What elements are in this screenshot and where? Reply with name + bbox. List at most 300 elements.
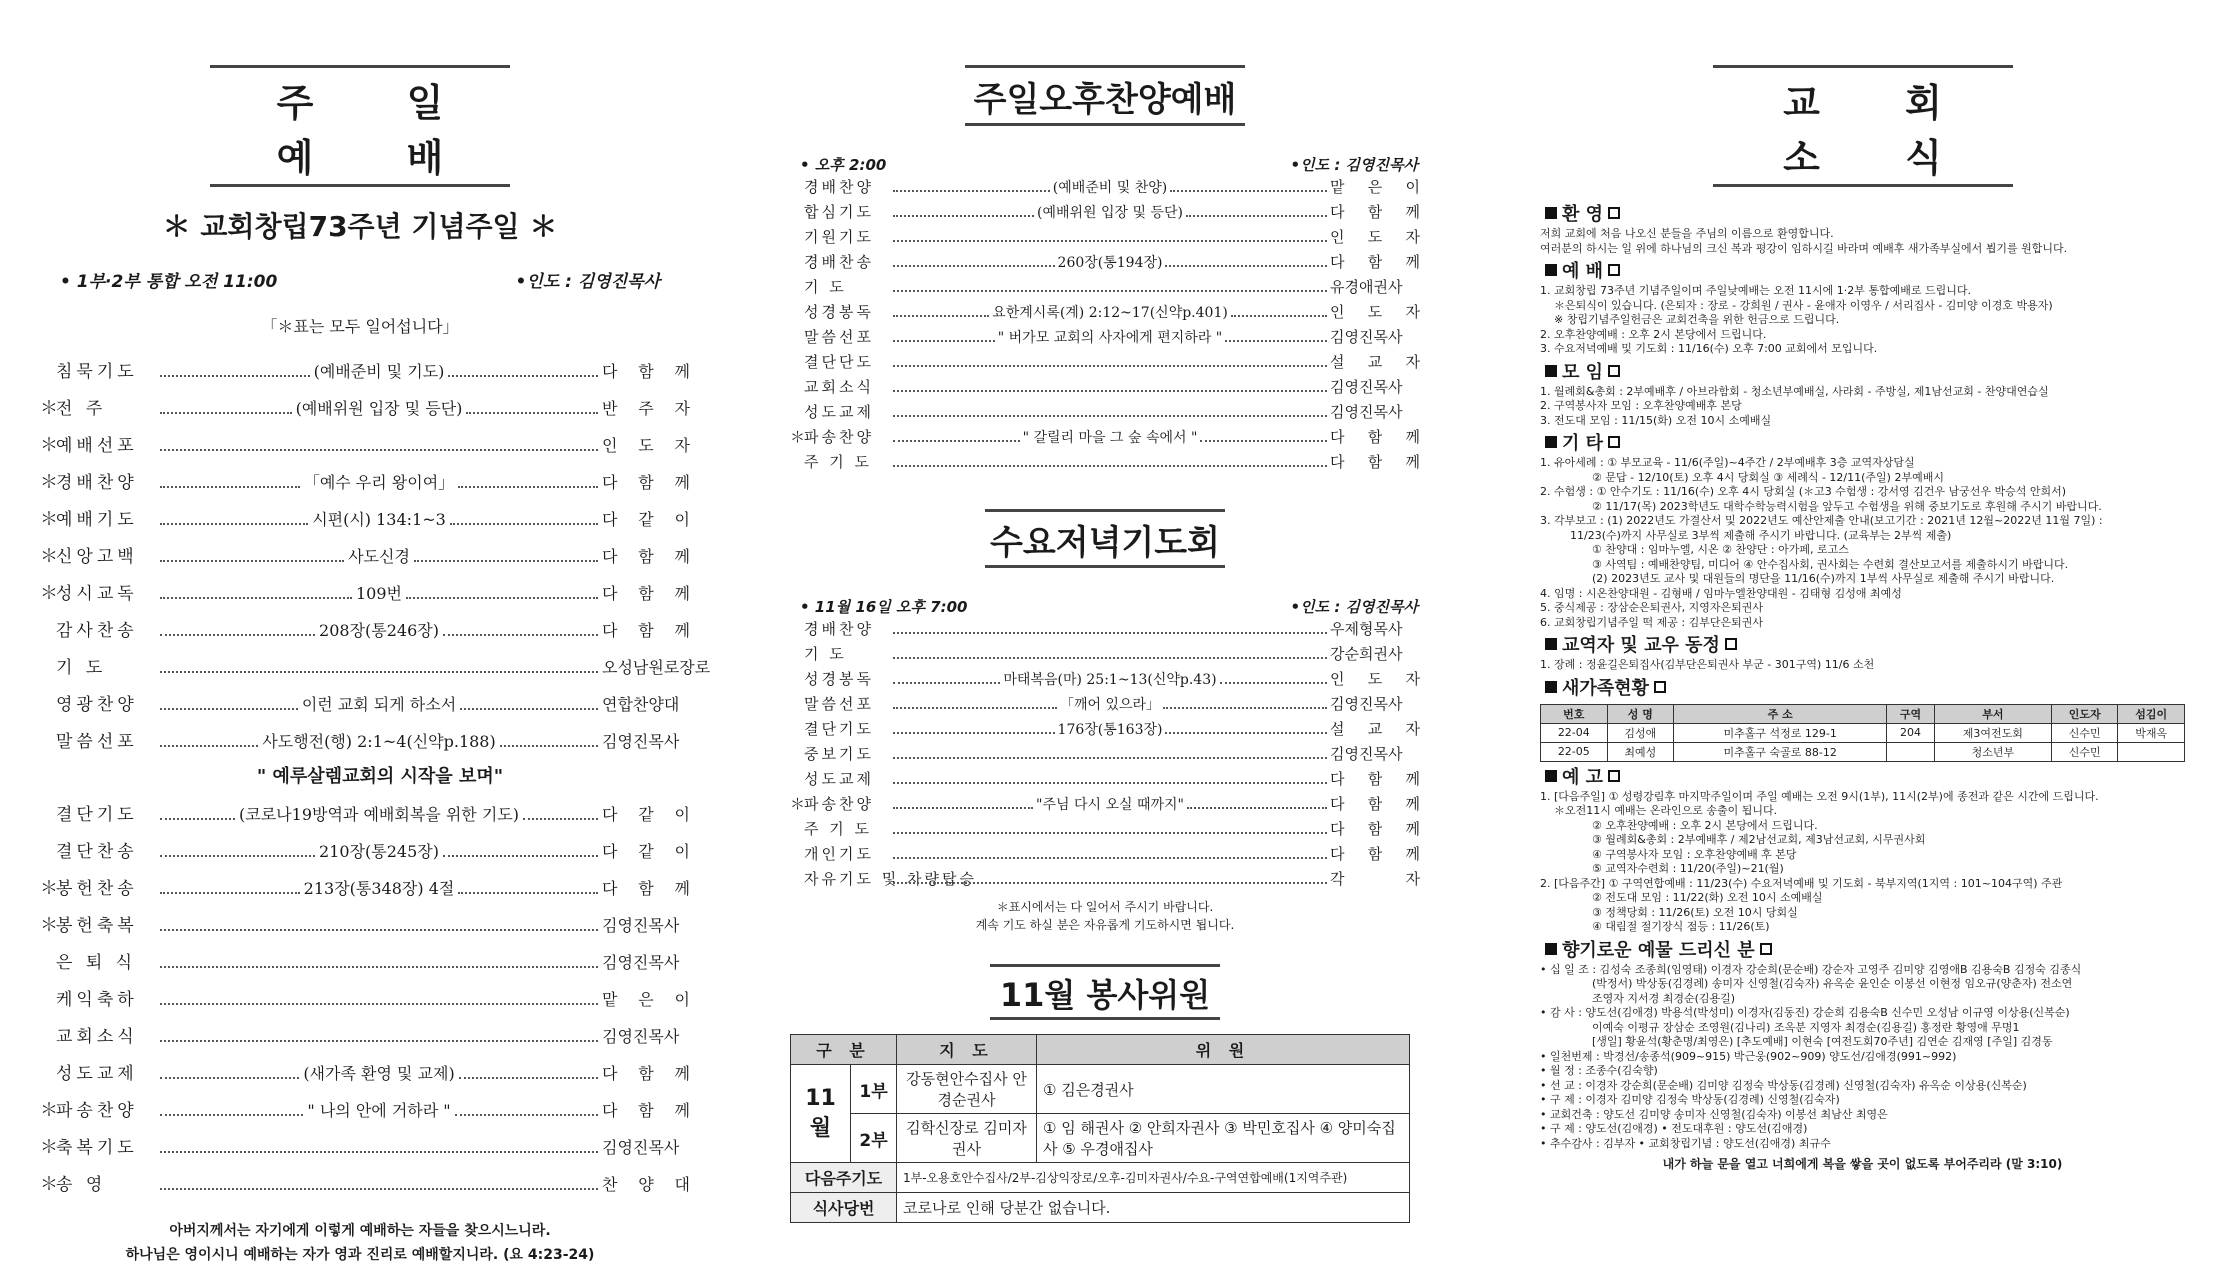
- closing-verse: [30, 1219, 690, 1267]
- order-label: 성경봉독: [804, 303, 874, 321]
- news-line: ④ 구역봉사자 모임 : 오후찬양예배 후 본당: [1592, 847, 1797, 861]
- order-label: 개인기도: [804, 845, 874, 863]
- order-label: 성도교제: [804, 403, 874, 421]
- order-label: 기 도: [804, 278, 847, 296]
- fam-header-cell: 부서: [1934, 704, 2051, 723]
- dot-line: [406, 597, 598, 599]
- dot-leader: [156, 353, 602, 390]
- order-label: 은 퇴 식: [56, 953, 137, 973]
- dot-line: [160, 486, 300, 488]
- order-detail: (예배준비 및 기도): [313, 362, 445, 381]
- news-line: • 십 일 조 : 김성숙 조종희(임영태) 이경자 강순희(문순배) 강순자 고영주 김미양 김영애B 김용숙B 김정숙 김종식: [1540, 962, 2082, 976]
- order-row: [30, 723, 690, 760]
- news-line: 4. 임명 : 시온찬양대원 - 김형배 / 임마누엘찬양대원 - 김태형 김성애 최예성: [1540, 586, 1902, 600]
- closing-verse-malachi: 내가 하늘 문을 열고 너희에게 복을 쌓을 곳이 없도록 부어주리라 (말 3:10): [1662, 1157, 2063, 1171]
- order-person: 김영진목사: [1330, 328, 1403, 346]
- fam-header-row: [1541, 704, 2185, 723]
- dot-leader: [156, 1151, 602, 1153]
- order-row: [30, 649, 711, 686]
- order-label: 봉헌축복: [56, 916, 138, 936]
- stand-marker: ＊: [40, 583, 58, 604]
- svc-part: 1부: [851, 1065, 897, 1114]
- news-line: (박정서) 박상동(김경례) 송미자 신영철(김숙자) 유옥순 윤인순 이봉선 이현정 임오규(양춘자) 전소연: [1592, 977, 2073, 990]
- fam-cell: 미추홀구 숙골로 88-12: [1674, 742, 1887, 761]
- order-label: 성도교제: [804, 770, 874, 788]
- fam-header-cell: 구역: [1887, 704, 1934, 723]
- church-news-title: 교 회 소 식: [1713, 65, 2013, 187]
- news-line: ④ 대림절 절기장식 점등 : 11/26(토): [1592, 920, 1770, 933]
- dot-line: [458, 892, 598, 894]
- order-label: 예배선포: [56, 436, 138, 456]
- order-row: [30, 427, 690, 464]
- order-person: 다 함 께: [1330, 770, 1420, 788]
- order-label: 축복기도: [56, 1138, 138, 1158]
- news-line: 3. 수요저녁예배 및 기도회 : 11/16(수) 오후 7:00 교회에서 모입니다.: [1540, 342, 1878, 355]
- wednesday-order-list: [790, 617, 1420, 892]
- dot-line: [893, 340, 995, 342]
- dot-line: [160, 1077, 299, 1079]
- order-label: 경배찬양: [56, 473, 138, 493]
- dot-line: [893, 782, 1327, 784]
- dot-line: [1187, 807, 1327, 809]
- order-detail: 사도행전(행) 2:1~4(신약p.188): [262, 732, 496, 751]
- order-person: 다 함 께: [1330, 820, 1420, 838]
- dot-leader: [156, 538, 602, 575]
- service-time-row: [30, 267, 690, 292]
- order-row: [790, 425, 1420, 450]
- order-row: [30, 1018, 690, 1055]
- order-row: [790, 817, 1420, 842]
- wednesday-time: • 11월 16일 오후 7:00: [800, 598, 968, 616]
- svc-next-prayer-row: [791, 1163, 1410, 1193]
- order-detail: " 갈릴리 마을 그 숲 속에서 ": [1022, 430, 1198, 446]
- square-bullet-icon: [1545, 943, 1557, 955]
- order-person: 다 함 께: [1330, 453, 1420, 471]
- stand-marker: ＊: [790, 428, 806, 446]
- order-label: 예배기도: [56, 510, 138, 530]
- dot-line: [160, 892, 300, 894]
- order-label: 신앙고백: [56, 547, 138, 567]
- order-label: 케익축하: [56, 990, 138, 1010]
- service-time: • 1부·2부 통합 오전 11:00: [60, 272, 278, 292]
- order-label: 결단찬송: [56, 842, 138, 862]
- order-label: 성시교독: [56, 584, 138, 604]
- wednesday-note: [790, 898, 1420, 934]
- dot-line: [893, 882, 1327, 884]
- offering-heading: [1540, 939, 2185, 963]
- dot-leader: [890, 415, 1330, 417]
- sunday-worship-title: 주 일 예 배: [210, 65, 510, 187]
- order-label: 기 도: [56, 658, 107, 678]
- order-person: 다 함 께: [602, 1064, 690, 1083]
- order-person: 다 함 께: [602, 879, 690, 898]
- order-label: 기원기도: [804, 228, 874, 246]
- fam-header-cell: 성 명: [1607, 704, 1673, 723]
- news-line: ① 찬양대 : 임마누엘, 시온 ② 찬양단 : 아가페, 로고스: [1592, 543, 1849, 556]
- svc-header-row: [791, 1035, 1410, 1065]
- order-row: [790, 375, 1420, 400]
- order-row: [790, 667, 1420, 692]
- dot-leader: [156, 1055, 602, 1092]
- order-detail: 「깨어 있으라」: [1059, 697, 1161, 713]
- afternoon-time-row: [790, 154, 1420, 175]
- order-row: [790, 250, 1420, 275]
- order-detail: (예배위원 입장 및 등단): [1037, 205, 1183, 221]
- order-row: [30, 612, 690, 649]
- dot-line: [893, 657, 1327, 659]
- news-line: 조영자 지서경 최경순(김용길): [1592, 991, 1736, 1005]
- news-line: • 감 사 : 양도선(김애경) 박용석(박성미) 이경자(김동진) 강순희 김용숙B 신수민 오성남 이규영 이상용(신복순): [1540, 1006, 2070, 1019]
- order-person: 강순희권사: [1330, 645, 1403, 663]
- dot-leader: [156, 1188, 602, 1190]
- dot-line: [893, 857, 1327, 859]
- dot-line: [1225, 340, 1327, 342]
- order-person: 김영진목사: [602, 916, 680, 935]
- order-person: 다 함 께: [1330, 845, 1420, 863]
- order-detail: 210장(통245장): [319, 842, 439, 861]
- news-line: (2) 2023년도 교사 및 대원들의 명단을 11/16(수)까지 1부씩 사무실로 제출해 주시기 바랍니다.: [1592, 572, 2055, 585]
- wednesday-note-1: ＊표시에서는 다 일어서 주시기 바랍니다.: [996, 900, 1214, 914]
- order-label: 경배찬양: [804, 620, 874, 638]
- dot-leader: [890, 718, 1330, 743]
- stand-marker: ＊: [40, 878, 58, 899]
- next-prayer-value: 1부-오용호안수집사/2부-김상익장로/오후-김미자권사/수요-구역연합예배(1지역주관): [897, 1163, 1410, 1193]
- etc-heading: [1540, 432, 2185, 456]
- news-heading: [1540, 634, 2185, 658]
- news-heading-text: 교역자 및 교우 동정: [1562, 635, 1720, 656]
- news-line: 6. 교회창립기념주일 떡 제공 : 김부단은퇴권사: [1540, 615, 1763, 629]
- meeting-heading: [1540, 361, 2185, 385]
- fam-cell: 제3여전도회: [1934, 723, 2051, 742]
- svc-part: 2부: [851, 1114, 897, 1163]
- etc-text: [1540, 456, 2185, 630]
- order-person: 인 도 자: [1330, 670, 1420, 688]
- order-person: 찬 양 대: [602, 1175, 690, 1194]
- dot-line: [160, 449, 598, 451]
- news-line: 1. 월례회&총회 : 2부예배후 / 아브라함회 - 청소년부예배실, 사라회 - 주방실, 제1남선교회 - 찬양대연습실: [1540, 384, 2049, 398]
- order-detail: 마태복음(마) 25:1~13(신약p.43): [1003, 672, 1217, 688]
- stand-marker: ＊: [40, 1174, 58, 1195]
- order-person: 설 교 자: [1330, 353, 1420, 371]
- fam-cell: [1887, 742, 1934, 761]
- church-news-column: [1540, 0, 2185, 1240]
- welcome-heading-text: 환 영: [1562, 204, 1604, 225]
- dot-line: [160, 1040, 598, 1042]
- order-person: 맡 은 이: [1330, 178, 1420, 196]
- order-row: [790, 350, 1420, 375]
- stand-marker: ＊: [40, 1137, 58, 1158]
- order-person: 인 도 자: [602, 436, 690, 455]
- order-person: 유경애권사: [1330, 278, 1403, 296]
- dot-leader: [890, 882, 1330, 884]
- order-person: 다 함 께: [602, 621, 690, 640]
- dot-line: [160, 412, 292, 414]
- dot-line: [450, 523, 598, 525]
- order-row: [30, 1166, 690, 1203]
- notice-heading-text: 예 고: [1562, 766, 1604, 788]
- dot-line: [443, 855, 598, 857]
- order-person: 김영진목사: [1330, 403, 1403, 421]
- order-person: 다 함 께: [602, 584, 690, 603]
- order-person: 김영진목사: [1330, 695, 1403, 713]
- order-label: 결단기도: [56, 805, 138, 825]
- order-label: 영광찬양: [56, 695, 138, 715]
- afternoon-order-list: [790, 175, 1420, 475]
- square-bullet-icon: [1545, 638, 1557, 650]
- news-line: 저희 교회에 처음 나오신 분들을 주님의 이름으로 환영합니다.: [1540, 227, 1834, 240]
- fam-cell: 신수민: [2052, 742, 2118, 761]
- dot-line: [893, 682, 1000, 684]
- news-line: ② 11/17(목) 2023학년도 대학수학능력시험을 앞두고 수험생을 위해 중보기도로 후원해 주시기 바랍니다.: [1592, 499, 2102, 513]
- fam-header-cell: 번호: [1541, 704, 1608, 723]
- order-person: 인 도 자: [1330, 303, 1420, 321]
- dot-line: [523, 818, 598, 820]
- dot-line: [1231, 315, 1327, 317]
- order-person: 김영진목사: [1330, 745, 1403, 763]
- order-detail: 260장(통194장): [1057, 255, 1163, 271]
- order-detail: 213장(통348장) 4절: [303, 879, 455, 898]
- dot-leader: [890, 832, 1330, 834]
- dot-line: [466, 412, 598, 414]
- order-label: 주 기 도: [804, 820, 873, 838]
- square-bullet-icon: [1608, 770, 1620, 782]
- order-label: 결단기도: [804, 720, 874, 738]
- square-bullet-icon: [1654, 681, 1666, 693]
- fam-cell: 신수민: [2052, 723, 2118, 742]
- dot-leader: [156, 870, 602, 907]
- order-person: 다 함 께: [602, 1101, 690, 1120]
- order-detail: (새가족 환영 및 교제): [303, 1064, 455, 1083]
- etc-heading-text: 기 타: [1562, 433, 1604, 454]
- fam-header-cell: 주 소: [1674, 704, 1887, 723]
- dot-line: [460, 708, 598, 710]
- news-line: • 일천번제 : 박경선/송종석(909~915) 박근웅(902~909) 양도선/김애경(991~992): [1540, 1049, 1957, 1063]
- order-row: [30, 944, 690, 981]
- dot-line: [160, 708, 298, 710]
- dot-leader: [890, 793, 1330, 818]
- dot-line: [1200, 440, 1327, 442]
- fam-row: [1541, 723, 2185, 742]
- anniversary-subtitle: ＊ 교회창립73주년 기념주일 ＊: [162, 210, 558, 243]
- stand-note: 「＊표는 모두 일어섭니다」: [261, 317, 459, 336]
- order-person: 다 함 께: [1330, 428, 1420, 446]
- dot-leader: [890, 240, 1330, 242]
- order-row: [790, 275, 1420, 300]
- dot-leader: [890, 326, 1330, 351]
- order-label: 전 주: [56, 399, 107, 419]
- stand-marker: ＊: [40, 472, 58, 493]
- order-detail: 208장(통246장): [319, 621, 439, 640]
- dot-line: [1186, 215, 1327, 217]
- afternoon-leader: •인도 : 김영진목사: [1290, 156, 1418, 174]
- order-label: 성경봉독: [804, 670, 874, 688]
- order-label: 봉헌찬송: [56, 879, 138, 899]
- stand-marker: ＊: [40, 1100, 58, 1121]
- stand-marker: ＊: [40, 509, 58, 530]
- news-line: ③ 사역팀 : 예배찬양팀, 미디어 ④ 안수집사회, 권사회는 수련회 결산보고서를 제출하시기 바랍니다.: [1592, 557, 2069, 571]
- worship-heading: [1540, 260, 2185, 284]
- dot-line: [160, 745, 258, 747]
- dot-leader: [890, 657, 1330, 659]
- order-label: 침묵기도: [56, 362, 138, 382]
- order-row: [30, 353, 690, 390]
- dot-leader: [156, 575, 602, 612]
- order-row: [790, 325, 1420, 350]
- closing-verse-line-1: 아버지께서는 자기에게 이렇게 예배하는 자들을 찾으시느니라.: [169, 1223, 551, 1239]
- fam-cell: 최예성: [1607, 742, 1673, 761]
- order-row: [790, 200, 1420, 225]
- news-line: ② 오후찬양예배 : 오후 2시 본당에서 드립니다.: [1592, 818, 1818, 832]
- sunday-worship-column: [30, 0, 711, 1263]
- dot-leader: [156, 501, 602, 538]
- dot-leader: [890, 426, 1330, 451]
- order-row: [790, 450, 1420, 475]
- afternoon-worship-title: 주일오후찬양예배: [965, 65, 1245, 126]
- news-line: 5. 중식제공 : 장삼순은퇴권사, 지영자은퇴권사: [1540, 601, 1763, 614]
- meal-duty-label: 식사당번: [791, 1193, 897, 1223]
- news-line: • 선 교 : 이경자 강순희(문순배) 김미양 김정숙 박상동(김경례) 신영철(김숙자) 유옥순 이상용(신복순): [1540, 1078, 2027, 1092]
- order-row: [30, 981, 690, 1018]
- order-label: 파송찬양: [56, 1101, 138, 1121]
- order-person: 김영진목사: [602, 953, 680, 972]
- dot-leader: [890, 251, 1330, 276]
- news-line: 2. [다음주간] ① 구역연합예배 : 11/23(수) 수요저녁예배 및 기도회 - 북부지역(1지역 : 101~104구역) 주관: [1540, 876, 2063, 890]
- next-prayer-label: 다음주기도: [791, 1163, 897, 1193]
- order-row: [790, 617, 1420, 642]
- order-row: [30, 575, 690, 612]
- order-detail: " 나의 안에 거하라 ": [307, 1101, 451, 1120]
- news-line: • 추수감사 : 김부자 • 교회창립기념 : 양도선(김애경) 최규수: [1540, 1136, 1831, 1150]
- order-row: [790, 400, 1420, 425]
- fam-cell: 김성애: [1607, 723, 1673, 742]
- order-row: [30, 796, 690, 833]
- order-person: 설 교 자: [1330, 720, 1420, 738]
- svc-leader: 김학신장로 김미자권사: [897, 1114, 1037, 1163]
- order-person: 다 함 께: [1330, 253, 1420, 271]
- stand-marker: ＊: [40, 546, 58, 567]
- dot-leader: [890, 365, 1330, 367]
- news-line: 1. 유아세례 : ① 부모교육 - 11/6(주일)~4주간 / 2부예배후 3층 교역자상담실: [1540, 456, 1915, 469]
- order-label: 감사찬송: [56, 621, 138, 641]
- dot-leader: [156, 723, 602, 760]
- order-detail: 사도신경: [348, 547, 410, 566]
- news-line: ② 문답 - 12/10(토) 오후 4시 당회실 ③ 세례식 - 12/11(주일) 2부예배시: [1592, 470, 1944, 484]
- dot-line: [448, 375, 598, 377]
- dot-line: [893, 732, 1055, 734]
- dot-leader: [156, 833, 602, 870]
- dot-line: [160, 671, 598, 673]
- dot-line: [160, 634, 315, 636]
- fam-cell: 22-04: [1541, 723, 1608, 742]
- news-line: 1. 교회창립 73주년 기념주일이며 주일낮예배는 오전 11시에 1·2부 통합예배로 드립니다.: [1540, 284, 1971, 297]
- news-line: 11/23(수)까지 사무실로 3부씩 제출해 주시기 바랍니다. (교육부는 2부씩 제출): [1570, 528, 1952, 542]
- order-detail: "주님 다시 오실 때까지": [1036, 797, 1184, 813]
- dot-leader: [156, 671, 602, 673]
- order-of-worship-list-2: [30, 796, 690, 1203]
- dot-line: [160, 818, 235, 820]
- svc-header-members: 위 원: [1037, 1035, 1410, 1065]
- news-line: ⑤ 교역자수련회 : 11/20(주일)~21(월): [1592, 862, 1784, 875]
- square-bullet-icon: [1608, 436, 1620, 448]
- dot-leader: [890, 632, 1330, 634]
- meeting-text: [1540, 385, 2185, 429]
- order-label: 말씀선포: [804, 328, 874, 346]
- new-family-table: [1540, 704, 2185, 762]
- dot-line: [160, 375, 310, 377]
- dot-line: [1165, 265, 1327, 267]
- order-person: 김영진목사: [602, 732, 680, 751]
- news-line: ③ 정책당회 : 11/26(토) 오전 10시 당회실: [1592, 905, 1798, 919]
- svc-leader: 강동현안수집사 안경순권사: [897, 1065, 1037, 1114]
- sermon-title: " 예루살렘교회의 시작을 보며": [256, 766, 504, 787]
- order-row: [30, 501, 690, 538]
- news-line: ※ 창립기념주일헌금은 교회건축을 위한 헌금으로 드립니다.: [1554, 313, 1840, 326]
- order-person: 우제형목사: [1330, 620, 1403, 638]
- worship-heading-text: 예 배: [1562, 261, 1604, 282]
- afternoon-time: • 오후 2:00: [800, 156, 887, 174]
- order-detail: 시편(시) 134:1~3: [312, 510, 446, 529]
- new-family-heading-text: 새가족현황: [1562, 677, 1649, 699]
- square-bullet-icon: [1608, 207, 1620, 219]
- dot-line: [893, 707, 1057, 709]
- order-person: 다 함 께: [602, 473, 690, 492]
- order-detail: 「예수 우리 왕이여」: [303, 473, 455, 492]
- order-row: [790, 792, 1420, 817]
- dot-leader: [156, 966, 602, 968]
- order-person: 연합찬양대: [602, 695, 680, 714]
- square-bullet-icon: [1760, 943, 1772, 955]
- news-text: [1540, 658, 2185, 673]
- order-row: [30, 1092, 690, 1129]
- dot-line: [455, 1114, 598, 1116]
- dot-line: [160, 1151, 598, 1153]
- order-label: 성도교제: [56, 1064, 138, 1084]
- svc-row-2: [791, 1114, 1410, 1163]
- order-person: 오성남원로장로: [602, 658, 711, 677]
- order-person: 다 함 께: [602, 547, 690, 566]
- order-person: 다 함 께: [602, 362, 690, 381]
- fam-cell: 22-05: [1541, 742, 1608, 761]
- news-line: 3. 각부보고 : (1) 2022년도 가결산서 및 2022년도 예산안제출 안내(보고기간 : 2021년 12월~2022년 11월 7일) :: [1540, 514, 2103, 527]
- service-committee-table: [790, 1034, 1410, 1223]
- dot-leader: [156, 796, 602, 833]
- order-label: 중보기도: [804, 745, 874, 763]
- fam-header-cell: 섬김이: [2118, 704, 2185, 723]
- dot-leader: [890, 857, 1330, 859]
- order-row: [30, 870, 690, 907]
- offering-text: [1540, 963, 2185, 1152]
- order-row: [790, 767, 1420, 792]
- welcome-heading: [1540, 203, 2185, 227]
- order-person: 반 주 자: [602, 399, 690, 418]
- order-row: [30, 538, 690, 575]
- order-row: [30, 390, 690, 427]
- order-row: [30, 907, 690, 944]
- wednesday-prayer-title: 수요저녁기도회: [985, 509, 1225, 568]
- closing-verse-line-2: 하나님은 영이시니 예배하는 자가 영과 진리로 예배할지니라. (요 4:23-24): [125, 1247, 595, 1263]
- afternoon-worship-column: [790, 0, 1420, 1240]
- order-label: 파송찬양: [804, 428, 874, 446]
- order-row: [790, 742, 1420, 767]
- order-person: 김영진목사: [602, 1027, 680, 1046]
- news-line: 여러분의 하시는 일 위에 하나님의 크신 복과 평강이 임하시길 바라며 예배후 새가족부실에서 뵙기를 원합니다.: [1540, 241, 2068, 255]
- stand-marker: ＊: [790, 795, 806, 813]
- news-line: 2. 수험생 : ① 안수기도 : 11/16(수) 오후 4시 당회실 (＊고3 수험생 : 강서영 김건우 남궁선우 박승석 안희서): [1540, 485, 2067, 498]
- order-person: 다 함 께: [1330, 795, 1420, 813]
- square-bullet-icon: [1545, 207, 1557, 219]
- dot-line: [160, 1114, 303, 1116]
- order-row: [790, 842, 1420, 867]
